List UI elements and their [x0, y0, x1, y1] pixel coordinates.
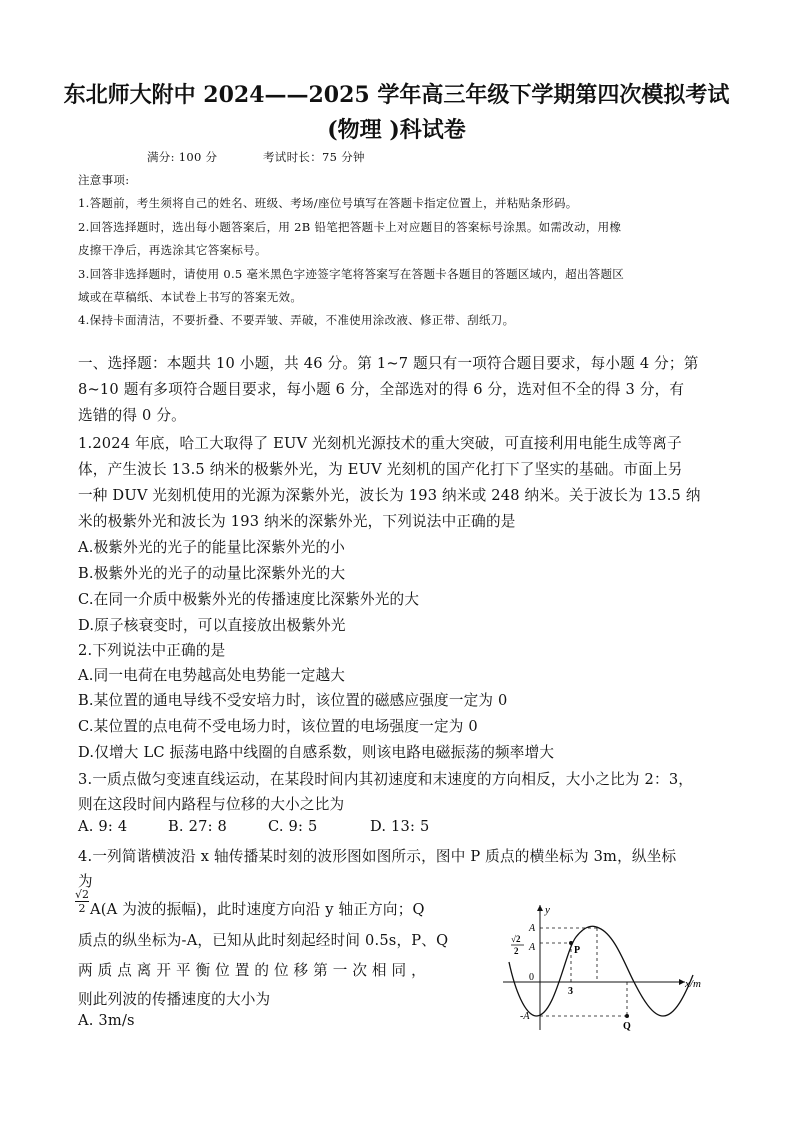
q4-line-c: 两质点离开平衡位置的位移第一次相同， [78, 962, 431, 979]
q1-stem-line: 体，产生波长 13.5 纳米的极紫外光，为 EUV 光刻机的国产化打下了坚实的基础。市面上另 [78, 461, 683, 478]
sqrt2-over-2-fraction [75, 889, 89, 914]
wave-curve [509, 926, 693, 1016]
A-top-label: A [529, 923, 536, 934]
notice-line: 3.回答非选择题时，请使用 0.5 毫米黑色字迹签字笔将答案写在答题卡各题目的答题区域内，超出答题区 [78, 267, 625, 281]
q4-stem-line: 4.一列简谐横波沿 x 轴传播某时刻的波形图如图所示，图中 P 质点的横坐标为 3m，纵坐标 [78, 848, 677, 865]
q1-stem-line: 1.2024 年底，哈工大取得了 EUV 光刻机光源技术的重大突破，可直接利用电能生成等离子 [78, 435, 682, 452]
half-label: 2 [514, 946, 519, 956]
point-Q [625, 1014, 629, 1018]
notice-line: 皮擦干净后，再选涂其它答案标号。 [78, 243, 267, 257]
q1-option-d: D.原子核衰变时，可以直接放出极紫外光 [78, 617, 346, 634]
notice-line: 1.答题前，考生须将自己的姓名、班级、考场/座位号填写在答题卡指定位置上，并粘贴条形码。 [78, 196, 578, 210]
q3-option-c: C. 9: 5 [268, 818, 318, 835]
notice-line: 2.回答选择题时，选出每小题答案后，用 2B 铅笔把答题卡上对应题目的答案标号涂黑。如需改动，用橡 [78, 220, 622, 234]
q3-option-d: D. 13: 5 [370, 818, 430, 835]
x-tick-3: 3 [568, 986, 573, 997]
notice-line: 4.保持卡面清洁，不要折叠、不要弄皱、弄破，不准使用涂改液、修正带、刮纸刀。 [78, 313, 515, 327]
Q-label: Q [623, 1021, 631, 1032]
x-axis-label: x/m [685, 978, 701, 990]
q4-option-a: A. 3m/s [78, 1012, 135, 1029]
q2-option-b: B.某位置的通电导线不受安培力时，该位置的磁感应强度一定为 0 [78, 692, 508, 709]
neg-A-label: -A [520, 1011, 530, 1022]
y-axis-label: y [545, 904, 550, 916]
section-intro-line: 选错的得 0 分。 [78, 407, 186, 424]
sqrt2-label: √2 [511, 934, 521, 944]
fraction-denominator: 2 [78, 902, 86, 915]
section-intro-line: 8~10 题有多项符合题目要求，每小题 6 分，全部选对的得 6 分，选对但不全的得 3 分，有 [78, 381, 685, 398]
notice-heading: 注意事项: [78, 173, 130, 187]
q2-stem: 2.下列说法中正确的是 [78, 642, 226, 659]
q1-stem-line: 米的极紫外光和波长为 193 纳米的深紫外光，下列说法中正确的是 [78, 513, 516, 530]
q2-option-d: D.仅增大 LC 振荡电路中线圈的自感系数，则该电路电磁振荡的频率增大 [78, 744, 555, 761]
wave-figure [485, 895, 715, 1035]
notice-line: 域或在草稿纸、本试卷上书写的答案无效。 [78, 290, 303, 304]
exam-title-line2: (物理 )科试卷 [327, 117, 466, 143]
P-label: P [574, 945, 581, 956]
q2-option-a: A.同一电荷在电势越高处电势能一定越大 [78, 667, 346, 684]
q3-option-b: B. 27: 8 [168, 818, 228, 835]
fraction-numerator: √2 [75, 888, 90, 901]
origin-label: 0 [529, 972, 534, 983]
full-score: 满分: 100 分 [147, 150, 218, 164]
q1-option-c: C.在同一介质中极紫外光的传播速度比深紫外光的大 [78, 591, 420, 608]
q3-stem-line: 3.一质点做匀变速直线运动，在某段时间内其初速度和末速度的方向相反，大小之比为 2：3， [78, 771, 694, 788]
q1-option-a: A.极紫外光的光子的能量比深紫外光的小 [78, 539, 346, 556]
q4-line-b: 质点的纵坐标为-A，已知从此时刻起经时间 0.5s，P、Q [78, 932, 449, 949]
exam-duration: 考试时长：75 分钟 [263, 150, 365, 164]
q4-line-d: 则此列波的传播速度的大小为 [78, 991, 271, 1008]
point-P [569, 941, 573, 945]
exam-title-line1: 东北师大附中 2024——2025 学年高三年级下学期第四次模拟考试 [63, 82, 730, 108]
q4-line-a: A(A 为波的振幅)，此时速度方向沿 y 轴正方向；Q [90, 901, 425, 918]
q2-option-c: C.某位置的点电荷不受电场力时，该位置的电场强度一定为 0 [78, 718, 478, 735]
q4-stem-line: 为 [78, 873, 93, 890]
A-mid-label: A [529, 942, 536, 953]
q3-option-a: A. 9: 4 [78, 818, 128, 835]
q1-option-b: B.极紫外光的光子的动量比深紫外光的大 [78, 565, 346, 582]
q3-stem-line: 则在这段时间内路程与位移的大小之比为 [78, 796, 345, 813]
section-intro-line: 一、选择题：本题共 10 小题，共 46 分。第 1~7 题只有一项符合题目要求，每小题 4 分；第 [78, 355, 699, 372]
q1-stem-line: 一种 DUV 光刻机使用的光源为深紫外光，波长为 193 纳米或 248 纳米。关于波长为 13.5 纳 [78, 487, 701, 504]
